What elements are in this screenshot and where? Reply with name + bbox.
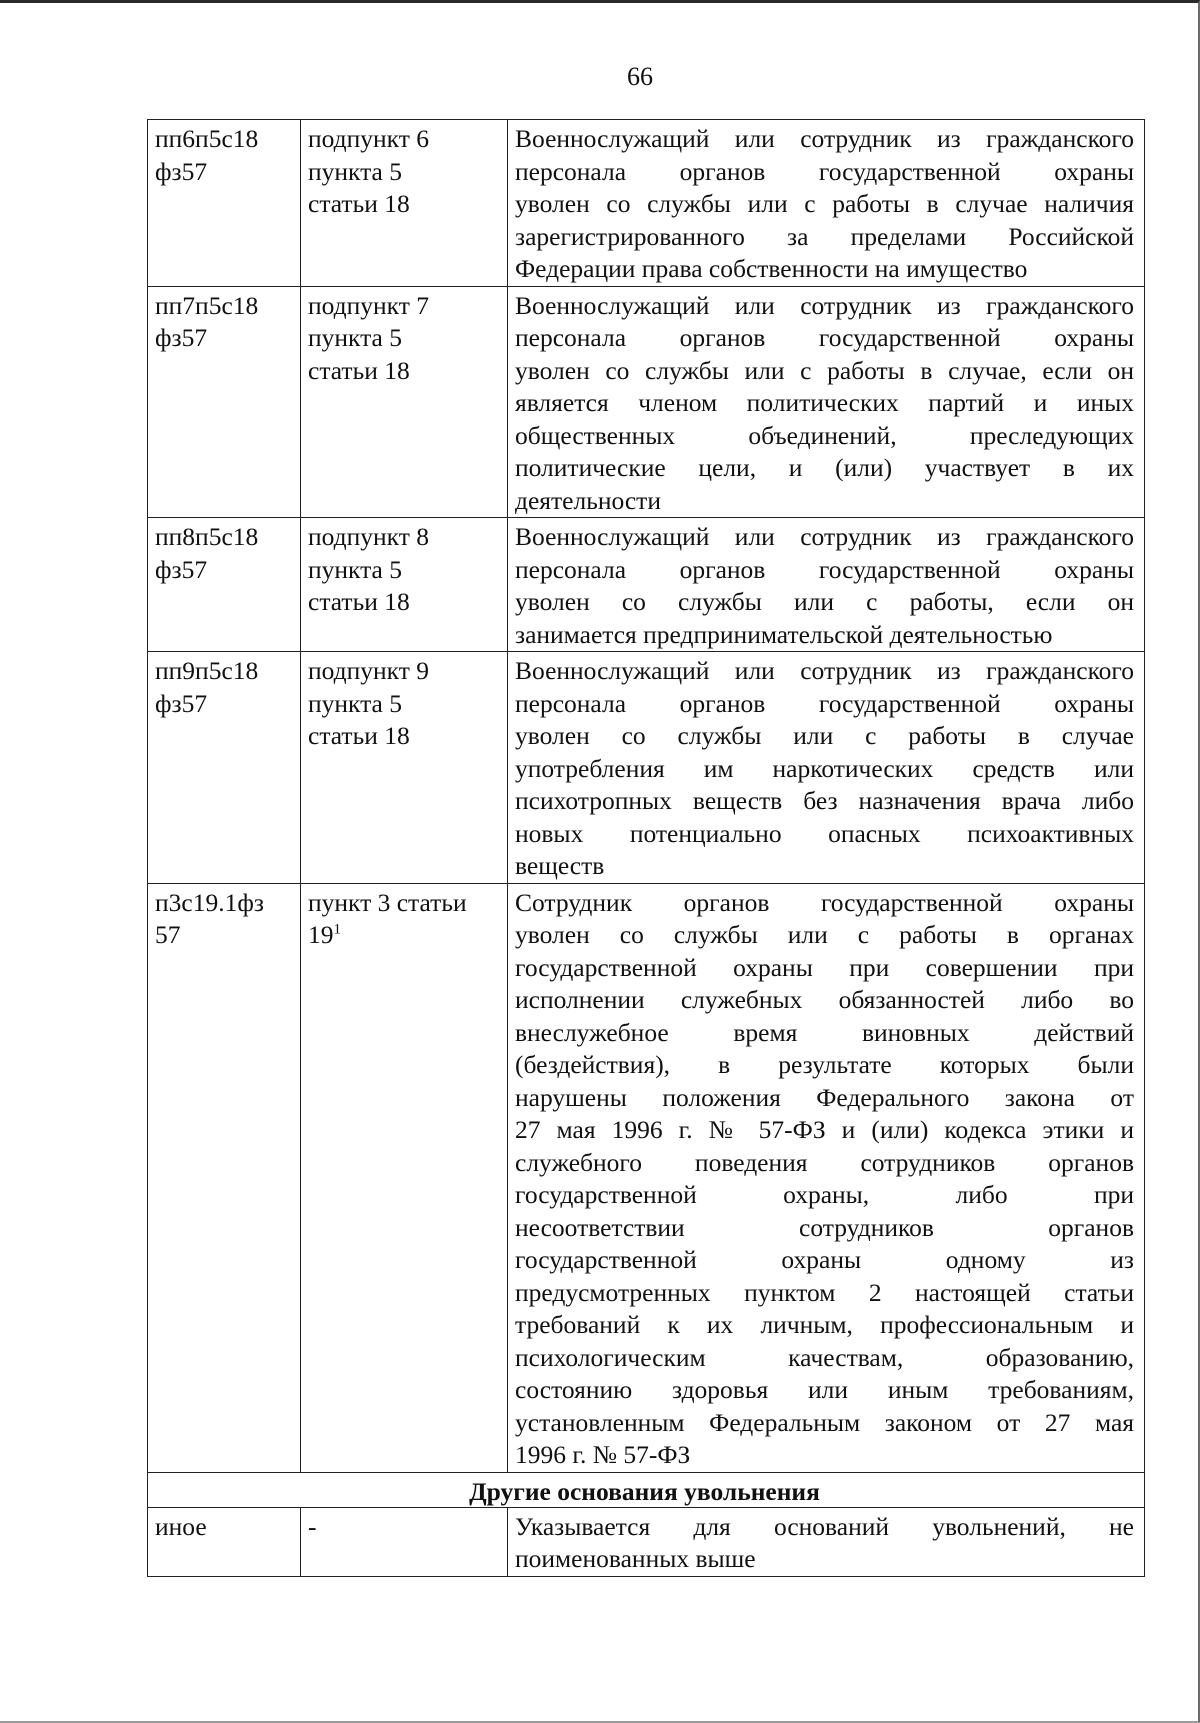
description-line: требований к их личным, профессиональным и xyxy=(515,1310,1134,1339)
section-header-row xyxy=(148,1472,1145,1507)
description-line: уволен со службы или с работы в случае, если он xyxy=(515,355,1134,385)
table-row xyxy=(148,652,1145,884)
description-line: новых потенциально опасных психоактивных xyxy=(515,818,1134,848)
description-line: веществ xyxy=(515,851,605,880)
description-line: деятельности xyxy=(515,485,661,515)
description-line: установленным Федеральным законом от 27 мая xyxy=(515,1407,1134,1437)
reference-cell xyxy=(301,883,508,1472)
description-line: Военнослужащий или сотрудник из гражданского xyxy=(515,124,1134,153)
section-title: Другие основания увольнения xyxy=(148,1472,1145,1507)
code-cell xyxy=(148,120,301,287)
table-row xyxy=(148,883,1145,1472)
reference-line: пункт 3 статьи xyxy=(308,887,467,917)
page-number: 66 xyxy=(627,62,653,91)
code-line: пп7п5с18 xyxy=(155,290,259,320)
code-line: фз57 xyxy=(155,554,208,584)
reference-line: статьи 18 xyxy=(308,355,410,385)
description-line: психологическим качествам, образованию, xyxy=(515,1342,1134,1372)
reference-line: подпункт 7 xyxy=(308,290,430,320)
description-line: Указывается для оснований увольнений, не xyxy=(515,1511,1134,1541)
description-cell xyxy=(508,883,1145,1472)
description-line: персонала органов государственной охраны xyxy=(515,688,1134,718)
code-line: иное xyxy=(155,1511,207,1541)
reference-cell xyxy=(301,518,508,652)
description-line: зарегистрированного за пределами Российской xyxy=(515,221,1134,251)
description-line: уволен со службы или с работы, если он xyxy=(515,587,1134,616)
description-line: государственной охраны при совершении при xyxy=(515,952,1134,982)
reference-line: статьи 18 xyxy=(308,721,410,750)
description-line: общественных объединений, преследующих xyxy=(515,420,1134,450)
description-line: исполнении служебных обязанностей либо во xyxy=(515,985,1134,1014)
description-cell xyxy=(508,286,1145,518)
description-cell xyxy=(508,518,1145,652)
description-line: внеслужебное время виновных действий xyxy=(515,1017,1134,1047)
article-superscript: 1 xyxy=(333,921,341,938)
description-cell xyxy=(508,652,1145,884)
code-line: 57 xyxy=(155,920,181,949)
description-line: уволен со службы или с работы в случае наличия xyxy=(515,189,1134,218)
description-line: Сотрудник органов государственной охраны xyxy=(515,887,1134,917)
description-line: Военнослужащий или сотрудник из гражданского xyxy=(515,656,1134,685)
reference-cell xyxy=(301,652,508,884)
code-line: фз57 xyxy=(155,156,208,186)
code-cell xyxy=(148,883,301,1472)
reference-line: пункта 5 xyxy=(308,156,402,186)
reference-line: подпункт 9 xyxy=(308,656,430,685)
article-number: 19 xyxy=(308,920,334,949)
description-line: персонала органов государственной охраны xyxy=(515,323,1134,352)
code-line: пп9п5с18 xyxy=(155,656,259,685)
description-line: психотропных веществ без назначения врача либо xyxy=(515,786,1134,815)
code-line: пп6п5с18 xyxy=(155,124,259,153)
description-line: государственной охраны одному из xyxy=(515,1245,1134,1274)
code-cell xyxy=(148,1507,301,1576)
code-cell xyxy=(148,518,301,652)
description-cell xyxy=(508,1507,1145,1576)
reference-line: статьи 18 xyxy=(308,189,410,218)
reference-line: подпункт 6 xyxy=(308,124,430,153)
description-line: употребления им наркотических средств или xyxy=(515,753,1134,783)
description-line: поименованных выше xyxy=(515,1544,756,1573)
reference-cell xyxy=(301,120,508,287)
description-line: уволен со службы или с работы в органах xyxy=(515,920,1134,949)
description-line: несоответствии сотрудников органов xyxy=(515,1212,1134,1242)
description-line: персонала органов государственной охраны xyxy=(515,156,1134,186)
code-cell xyxy=(148,286,301,518)
description-line: Военнослужащий или сотрудник из гражданского xyxy=(515,290,1134,320)
table-row xyxy=(148,286,1145,518)
table-row xyxy=(148,1507,1145,1576)
reference-line: пункта 5 xyxy=(308,323,402,352)
description-line: персонала органов государственной охраны xyxy=(515,554,1134,584)
reference-line: - xyxy=(308,1511,317,1541)
table-row xyxy=(148,518,1145,652)
description-line: служебного поведения сотрудников органов xyxy=(515,1147,1134,1177)
reference-line: подпункт 8 xyxy=(308,522,430,551)
reference-cell xyxy=(301,1507,508,1576)
description-line: Федерации права собственности на имущество xyxy=(515,254,1028,283)
code-cell xyxy=(148,652,301,884)
description-line: (бездействия), в результате которых были xyxy=(515,1050,1134,1079)
dismissal-grounds-table xyxy=(147,119,1145,1577)
description-cell xyxy=(508,120,1145,287)
description-line: предусмотренных пунктом 2 настоящей статьи xyxy=(515,1277,1134,1307)
reference-line xyxy=(308,919,497,952)
code-line: фз57 xyxy=(155,323,208,352)
table-row xyxy=(148,120,1145,287)
description-line: состоянию здоровья или иным требованиям, xyxy=(515,1375,1134,1404)
description-line: политические цели, и (или) участвует в их xyxy=(515,453,1134,482)
description-line: уволен со службы или с работы в случае xyxy=(515,721,1134,750)
reference-cell xyxy=(301,286,508,518)
reference-line: пункта 5 xyxy=(308,554,402,584)
code-line: п3с19.1фз xyxy=(155,887,264,917)
code-line: пп8п5с18 xyxy=(155,522,259,551)
reference-line: статьи 18 xyxy=(308,587,410,616)
description-line: нарушены положения Федерального закона от xyxy=(515,1082,1134,1112)
description-line: является членом политических партий и иных xyxy=(515,388,1134,417)
description-line: 27 мая 1996 г. № 57-ФЗ и (или) кодекса этики и xyxy=(515,1115,1134,1144)
reference-line: пункта 5 xyxy=(308,688,402,718)
description-line: Военнослужащий или сотрудник из гражданского xyxy=(515,522,1134,551)
code-line: фз57 xyxy=(155,688,208,718)
description-line: занимается предпринимательской деятельностью xyxy=(515,619,1053,649)
description-line: государственной охраны, либо при xyxy=(515,1180,1134,1209)
description-line: 1996 г. № 57-ФЗ xyxy=(515,1440,691,1469)
